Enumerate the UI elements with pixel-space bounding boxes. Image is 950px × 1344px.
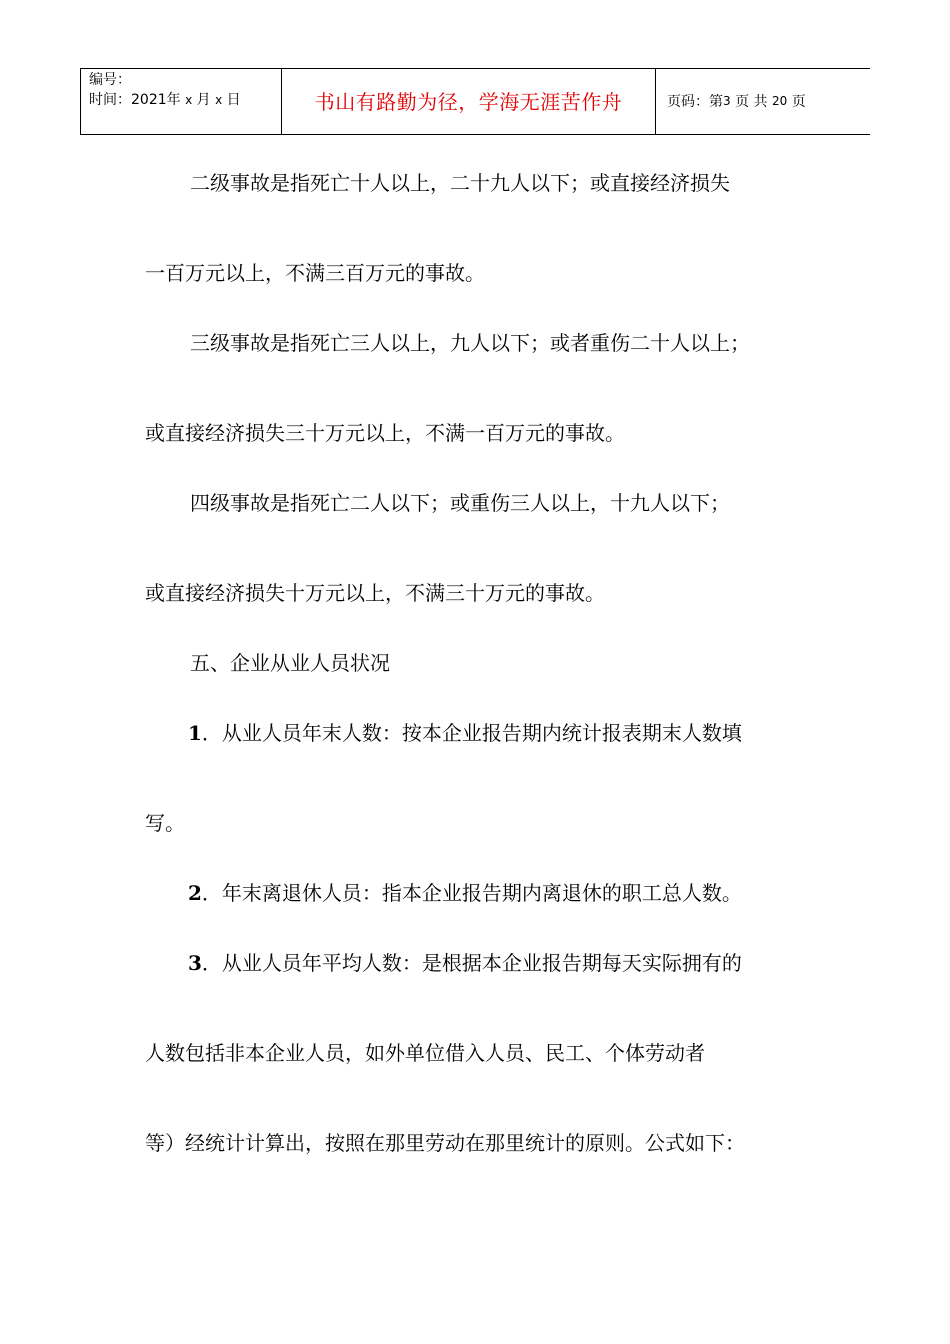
code-label: 编号： (89, 72, 131, 88)
paragraph-level4-line1: 四级事故是指死亡二人以下；或重伤三人以上，十九人以下； (190, 491, 730, 515)
paragraph-level2-line1: 二级事故是指死亡十人以上，二十九人以下；或直接经济损失 (190, 171, 730, 195)
month: x (185, 93, 193, 107)
page-mid: 页 共 (735, 93, 768, 110)
day: x (215, 93, 223, 107)
page-label: 页码：第 (667, 93, 723, 110)
day-unit: 日 (226, 92, 241, 108)
year-unit: 年 (166, 92, 181, 108)
item-3-line2: 人数包括非本企业人员，如外单位借入人员、民工、个体劳动者 (145, 1041, 705, 1065)
total-pages: 20 (772, 93, 788, 108)
page-end: 页 (791, 93, 806, 110)
date-line (89, 90, 281, 110)
page-number (656, 69, 870, 134)
paragraph-level3-line2: 或直接经济损失三十万元以上，不满一百万元的事故。 (145, 421, 625, 445)
section-heading-5: 五、企业从业人员状况 (190, 651, 390, 675)
item-3-line3: 等）经统计计算出，按照在那里劳动在那里统计的原则。公式如下： (145, 1131, 745, 1155)
header-meta (81, 69, 282, 134)
paragraph-level2-line2: 一百万元以上，不满三百万元的事故。 (145, 261, 485, 285)
item-1-text: ．从业人员年末人数：按本企业报告期内统计报表期末人数填 (201, 721, 742, 745)
paragraph-level4-line2: 或直接经济损失十万元以上，不满三十万元的事故。 (145, 581, 605, 605)
paragraph-level3-line1: 三级事故是指死亡三人以上，九人以下；或者重伤二十人以上； (190, 331, 750, 355)
current-page: 3 (723, 93, 731, 108)
time-label: 时间： (89, 92, 131, 108)
item-2-line1 (188, 879, 742, 907)
item-3-line1 (188, 949, 742, 977)
item-1-number: 1 (188, 721, 202, 745)
page-header (80, 68, 870, 135)
year: 2021 (131, 92, 167, 108)
item-2-number: 2 (188, 881, 202, 905)
month-unit: 月 (196, 92, 211, 108)
item-1-line2: 写。 (145, 811, 185, 835)
item-2-text: ．年末离退休人员：指本企业报告期内离退休的职工总人数。 (201, 881, 742, 905)
header-motto: 书山有路勤为径，学海无涯苦作舟 (282, 69, 656, 134)
item-3-text: ．从业人员年平均人数：是根据本企业报告期每天实际拥有的 (201, 951, 742, 975)
item-3-number: 3 (188, 951, 202, 975)
item-1-line1 (188, 719, 742, 747)
